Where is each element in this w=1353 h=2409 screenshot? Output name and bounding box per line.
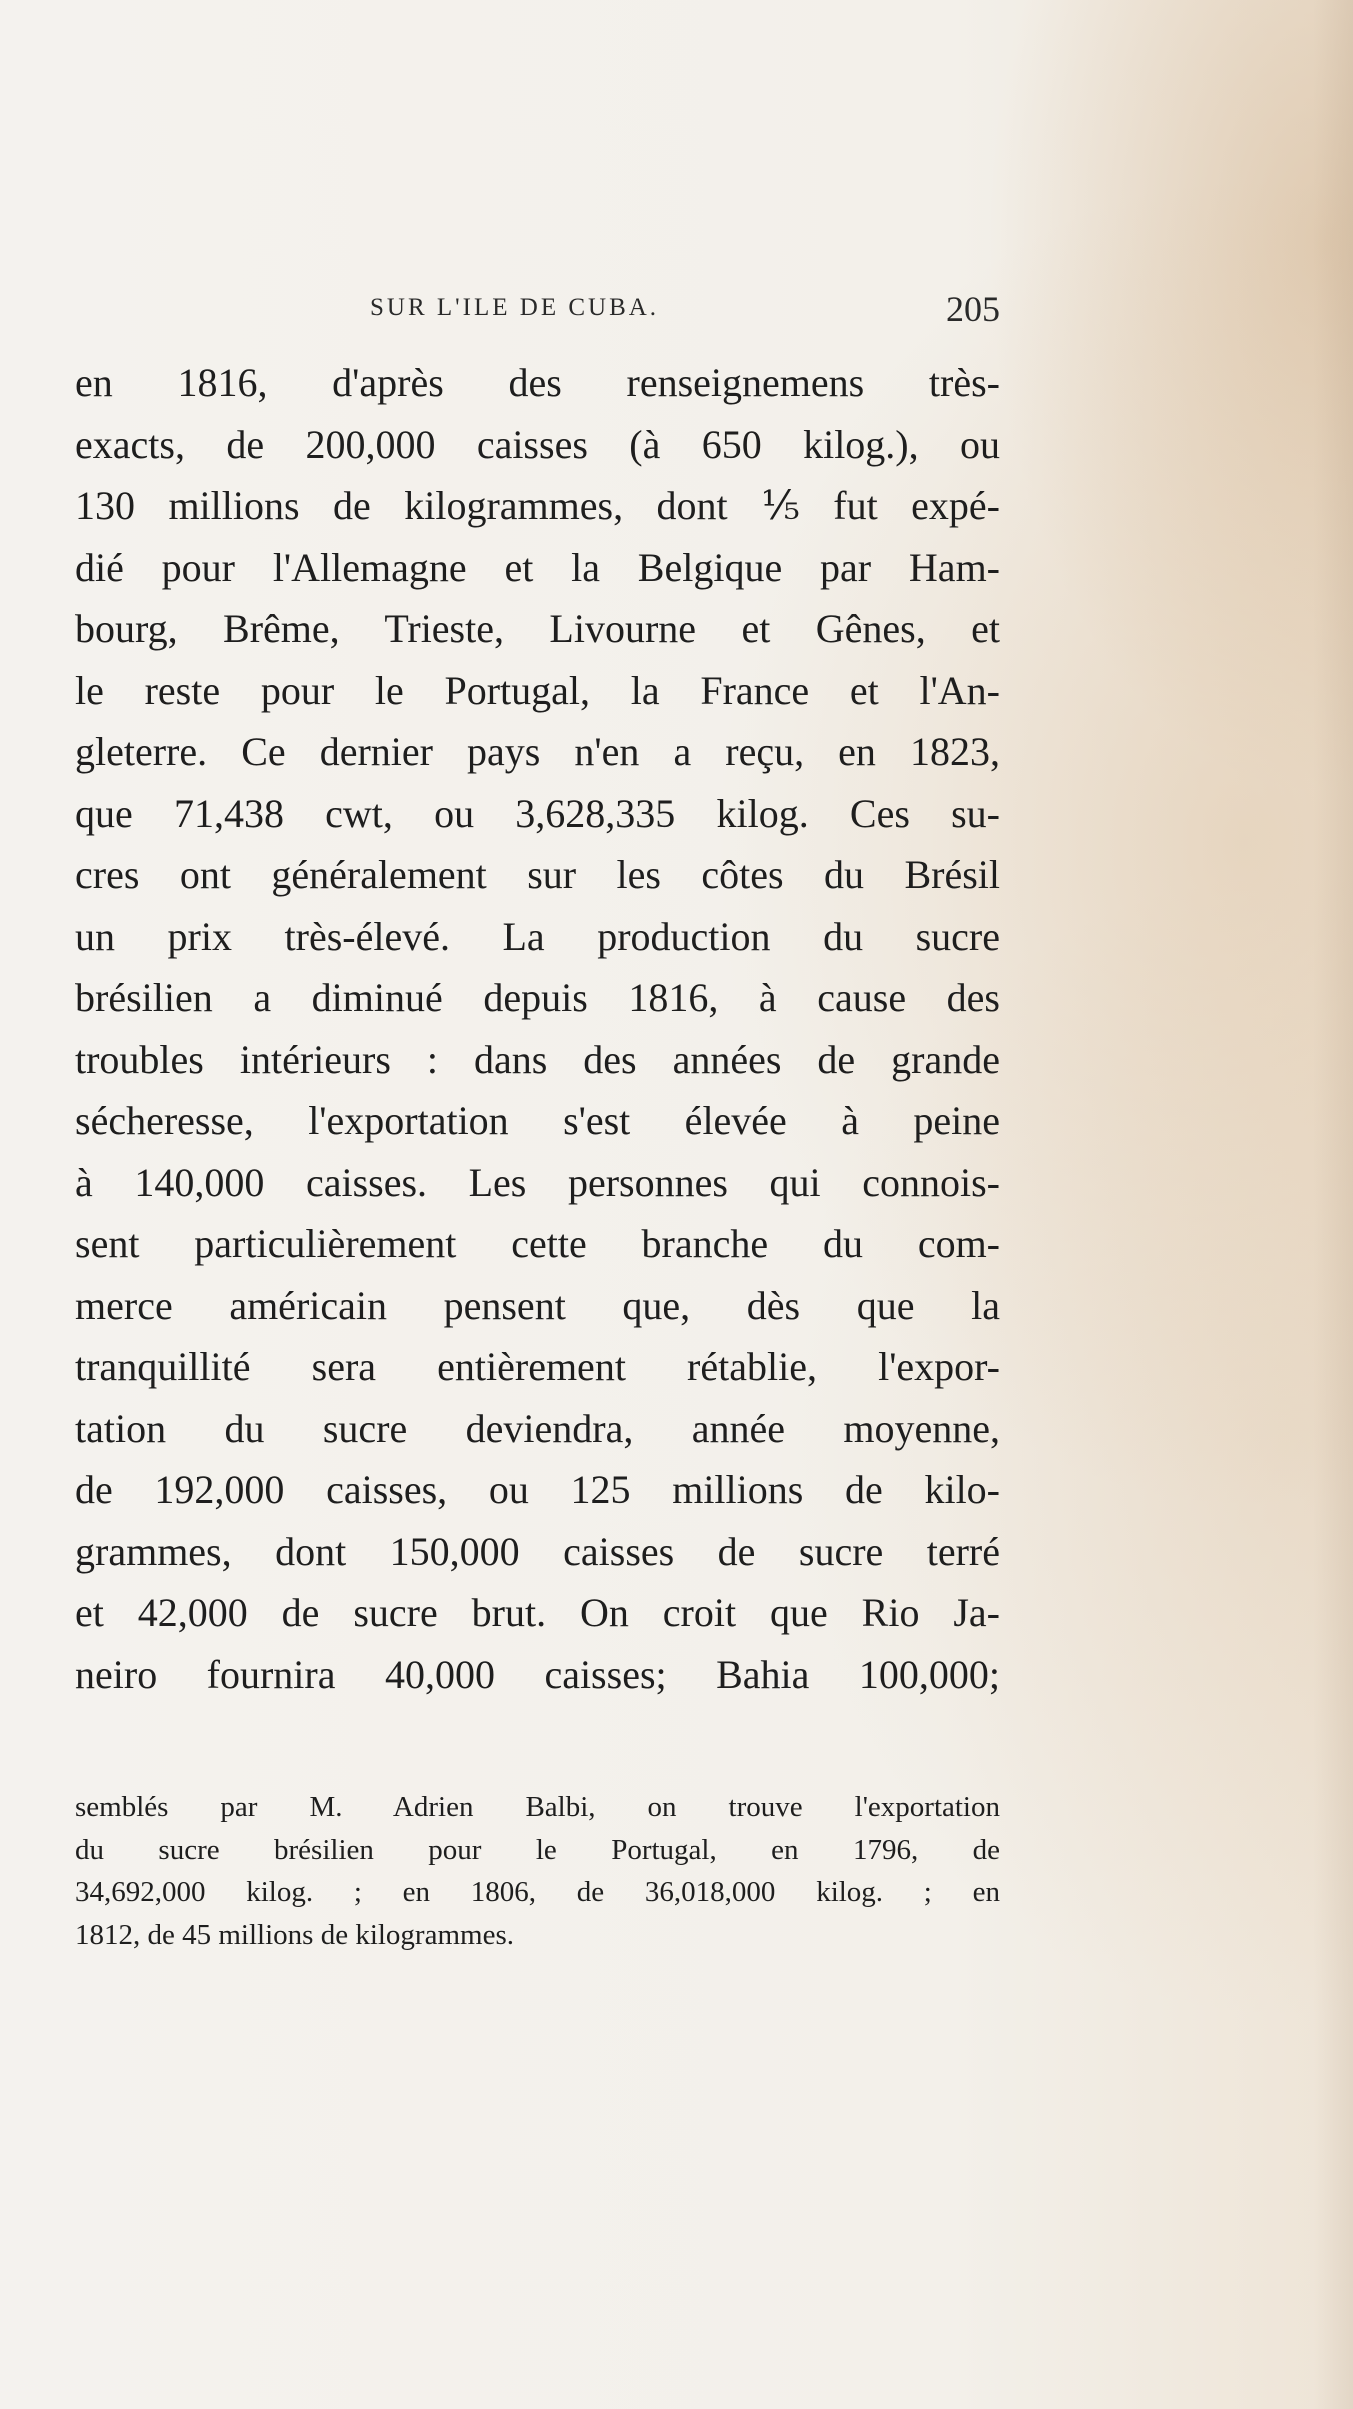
text-line: merce américain pensent que, dès que la bbox=[75, 1282, 1000, 1328]
text-line: tation du sucre deviendra, année moyenne, bbox=[75, 1405, 1000, 1451]
text-line: brésilien a diminué depuis 1816, à cause des bbox=[75, 975, 1000, 1020]
footnote bbox=[75, 1786, 1000, 1956]
text-line: le reste pour le Portugal, la France et l'An- bbox=[75, 667, 1000, 713]
text-line: un prix très-élevé. La production du sucre bbox=[75, 913, 1000, 959]
text-line: neiro fournira 40,000 caisses; Bahia 100,000; bbox=[75, 1651, 1000, 1697]
text-line: bourg, Brême, Trieste, Livourne et Gênes, et bbox=[75, 606, 1000, 651]
text-line: sent particulièrement cette branche du com- bbox=[75, 1221, 1000, 1266]
page-number: 205 bbox=[946, 289, 1000, 329]
footnote-line: semblés par M. Adrien Balbi, on trouve l'exportation bbox=[75, 1791, 1000, 1823]
page-edge-shading bbox=[1313, 0, 1353, 2409]
running-head bbox=[370, 288, 1000, 338]
footnote-line: 34,692,000 kilog. ; en 1806, de 36,018,000 kilog. ; en bbox=[75, 1876, 1000, 1908]
running-title: SUR L'ILE DE CUBA. bbox=[370, 294, 660, 321]
footnote-line: du sucre brésilien pour le Portugal, en 1796, de bbox=[75, 1833, 1000, 1866]
text-line: sécheresse, l'exportation s'est élevée à peine bbox=[75, 1098, 1000, 1143]
main-text bbox=[75, 352, 1000, 1705]
text-line: dié pour l'Allemagne et la Belgique par Ham- bbox=[75, 544, 1000, 590]
text-line: gleterre. Ce dernier pays n'en a reçu, en 1823, bbox=[75, 729, 1000, 774]
text-line: grammes, dont 150,000 caisses de sucre terré bbox=[75, 1528, 1000, 1574]
text-line: et 42,000 de sucre brut. On croit que Rio Ja- bbox=[75, 1590, 1000, 1635]
text-line: de 192,000 caisses, ou 125 millions de kilo- bbox=[75, 1467, 1000, 1512]
text-line: cres ont généralement sur les côtes du Brésil bbox=[75, 852, 1000, 897]
text-line: tranquillité sera entièrement rétablie, l'expor- bbox=[75, 1344, 1000, 1389]
text-line: que 71,438 cwt, ou 3,628,335 kilog. Ces su- bbox=[75, 790, 1000, 836]
text-line: exacts, de 200,000 caisses (à 650 kilog.), ou bbox=[75, 421, 1000, 467]
text-line: troubles intérieurs : dans des années de grande bbox=[75, 1036, 1000, 1082]
footnote-line: 1812, de 45 millions de kilogrammes. bbox=[75, 1918, 514, 1951]
text-line: à 140,000 caisses. Les personnes qui connois- bbox=[75, 1159, 1000, 1205]
text-line: en 1816, d'après des renseignemens très- bbox=[75, 360, 1000, 405]
text-line: 130 millions de kilogrammes, dont ⅕ fut expé- bbox=[75, 483, 1000, 528]
